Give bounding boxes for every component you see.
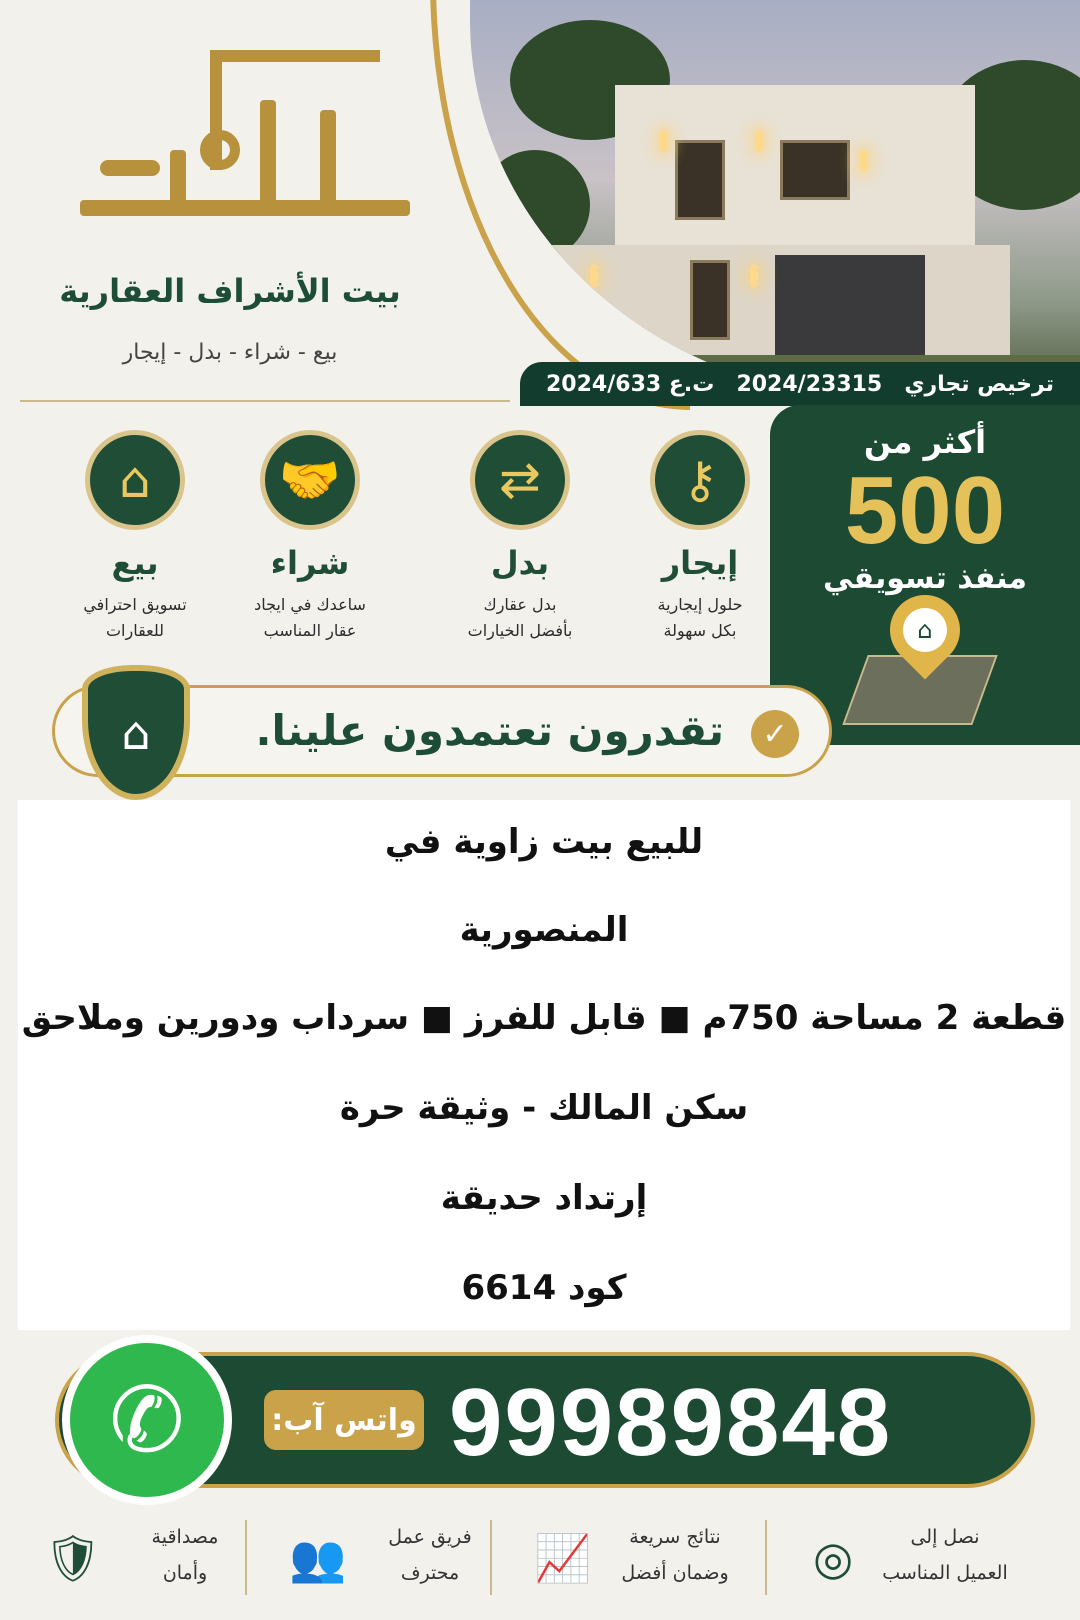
service-line: عقار المناسب xyxy=(263,621,357,640)
license-bar xyxy=(520,362,1080,406)
gold-arc-decoration xyxy=(430,0,690,410)
feature-line: وأمان xyxy=(162,1562,208,1584)
divider xyxy=(20,400,510,402)
service-line: بأفضل الخيارات xyxy=(467,621,573,640)
shield-check-icon: 🛡 xyxy=(43,1530,103,1585)
service-exchange xyxy=(440,430,600,644)
whatsapp-icon[interactable]: ✆ xyxy=(62,1335,232,1505)
listing-line: سكن المالك - وثيقة حرة xyxy=(339,1088,749,1128)
license-tc: ت.ع 2024/633 xyxy=(546,371,715,397)
house-icon: ⌂ xyxy=(85,430,185,530)
listing-line: إرتداد حديقة xyxy=(440,1178,648,1218)
brand-tagline: بيع - شراء - بدل - إيجار xyxy=(122,340,338,365)
exchange-icon: ⇄ xyxy=(470,430,570,530)
license-number: 2024/23315 xyxy=(736,371,883,397)
divider xyxy=(765,1520,767,1595)
brand-logo xyxy=(60,40,420,270)
feature-line: وضمان أفضل xyxy=(621,1562,729,1584)
feature-reach xyxy=(800,1515,1030,1605)
listing-code: كود 6614 xyxy=(461,1268,627,1308)
feature-line: مصداقية xyxy=(151,1526,219,1548)
service-line: بدل عقارك xyxy=(483,595,557,614)
trust-text: تقدرون تعتمدون علينا. xyxy=(255,706,724,755)
brand-name: بيت الأشراف العقارية xyxy=(59,272,401,310)
check-icon: ✓ xyxy=(751,710,799,758)
team-icon: 👥 xyxy=(289,1530,347,1585)
service-line: بكل سهولة xyxy=(663,621,737,640)
service-title: إيجار xyxy=(661,544,739,582)
service-title: بدل xyxy=(490,544,550,582)
marketing-stat-panel xyxy=(770,405,1080,745)
whatsapp-number[interactable]: 99989848 xyxy=(449,1369,893,1476)
whatsapp-label: واتس آب: xyxy=(264,1390,424,1450)
listing-line: قطعة 2 مساحة 750م ■ قابل للفرز ■ سرداب ودورين وملاحق xyxy=(21,998,1067,1038)
service-buy xyxy=(230,430,390,644)
service-title: شراء xyxy=(270,544,350,582)
service-title: بيع xyxy=(111,544,159,582)
service-line: حلول إيجارية xyxy=(657,595,743,614)
key-icon: ⚷ xyxy=(650,430,750,530)
listing-line: للبيع بيت زاوية في xyxy=(384,822,704,862)
feature-line: نصل إلى xyxy=(910,1526,980,1548)
service-sell xyxy=(55,430,215,644)
feature-results xyxy=(530,1515,760,1605)
target-icon: ◎ xyxy=(812,1531,854,1585)
feature-team xyxy=(285,1515,515,1605)
stat-label: منفذ تسويقي xyxy=(823,561,1027,596)
stat-value: 500 xyxy=(844,457,1006,564)
handshake-icon: 🤝 xyxy=(260,430,360,530)
home-icon: ⌂ xyxy=(903,608,947,652)
growth-chart-icon: 📈 xyxy=(534,1530,592,1585)
feature-line: نتائج سريعة xyxy=(629,1526,721,1548)
feature-trust xyxy=(40,1515,270,1605)
stat-prefix: أكثر من xyxy=(863,423,987,461)
service-rent xyxy=(620,430,780,644)
service-line: تسويق احترافي xyxy=(83,595,187,614)
license-label: ترخيص تجاري xyxy=(904,371,1054,397)
listing-line: المنصورية xyxy=(459,910,629,950)
feature-line: العميل المناسب xyxy=(882,1562,1008,1584)
service-line: للعقارات xyxy=(105,621,165,640)
listing-description xyxy=(18,800,1070,1330)
service-line: ساعدك في ايجاد xyxy=(254,595,366,614)
shield-house-icon: ⌂ xyxy=(82,665,190,800)
feature-line: فريق عمل xyxy=(388,1526,472,1548)
feature-line: محترف xyxy=(400,1562,460,1584)
